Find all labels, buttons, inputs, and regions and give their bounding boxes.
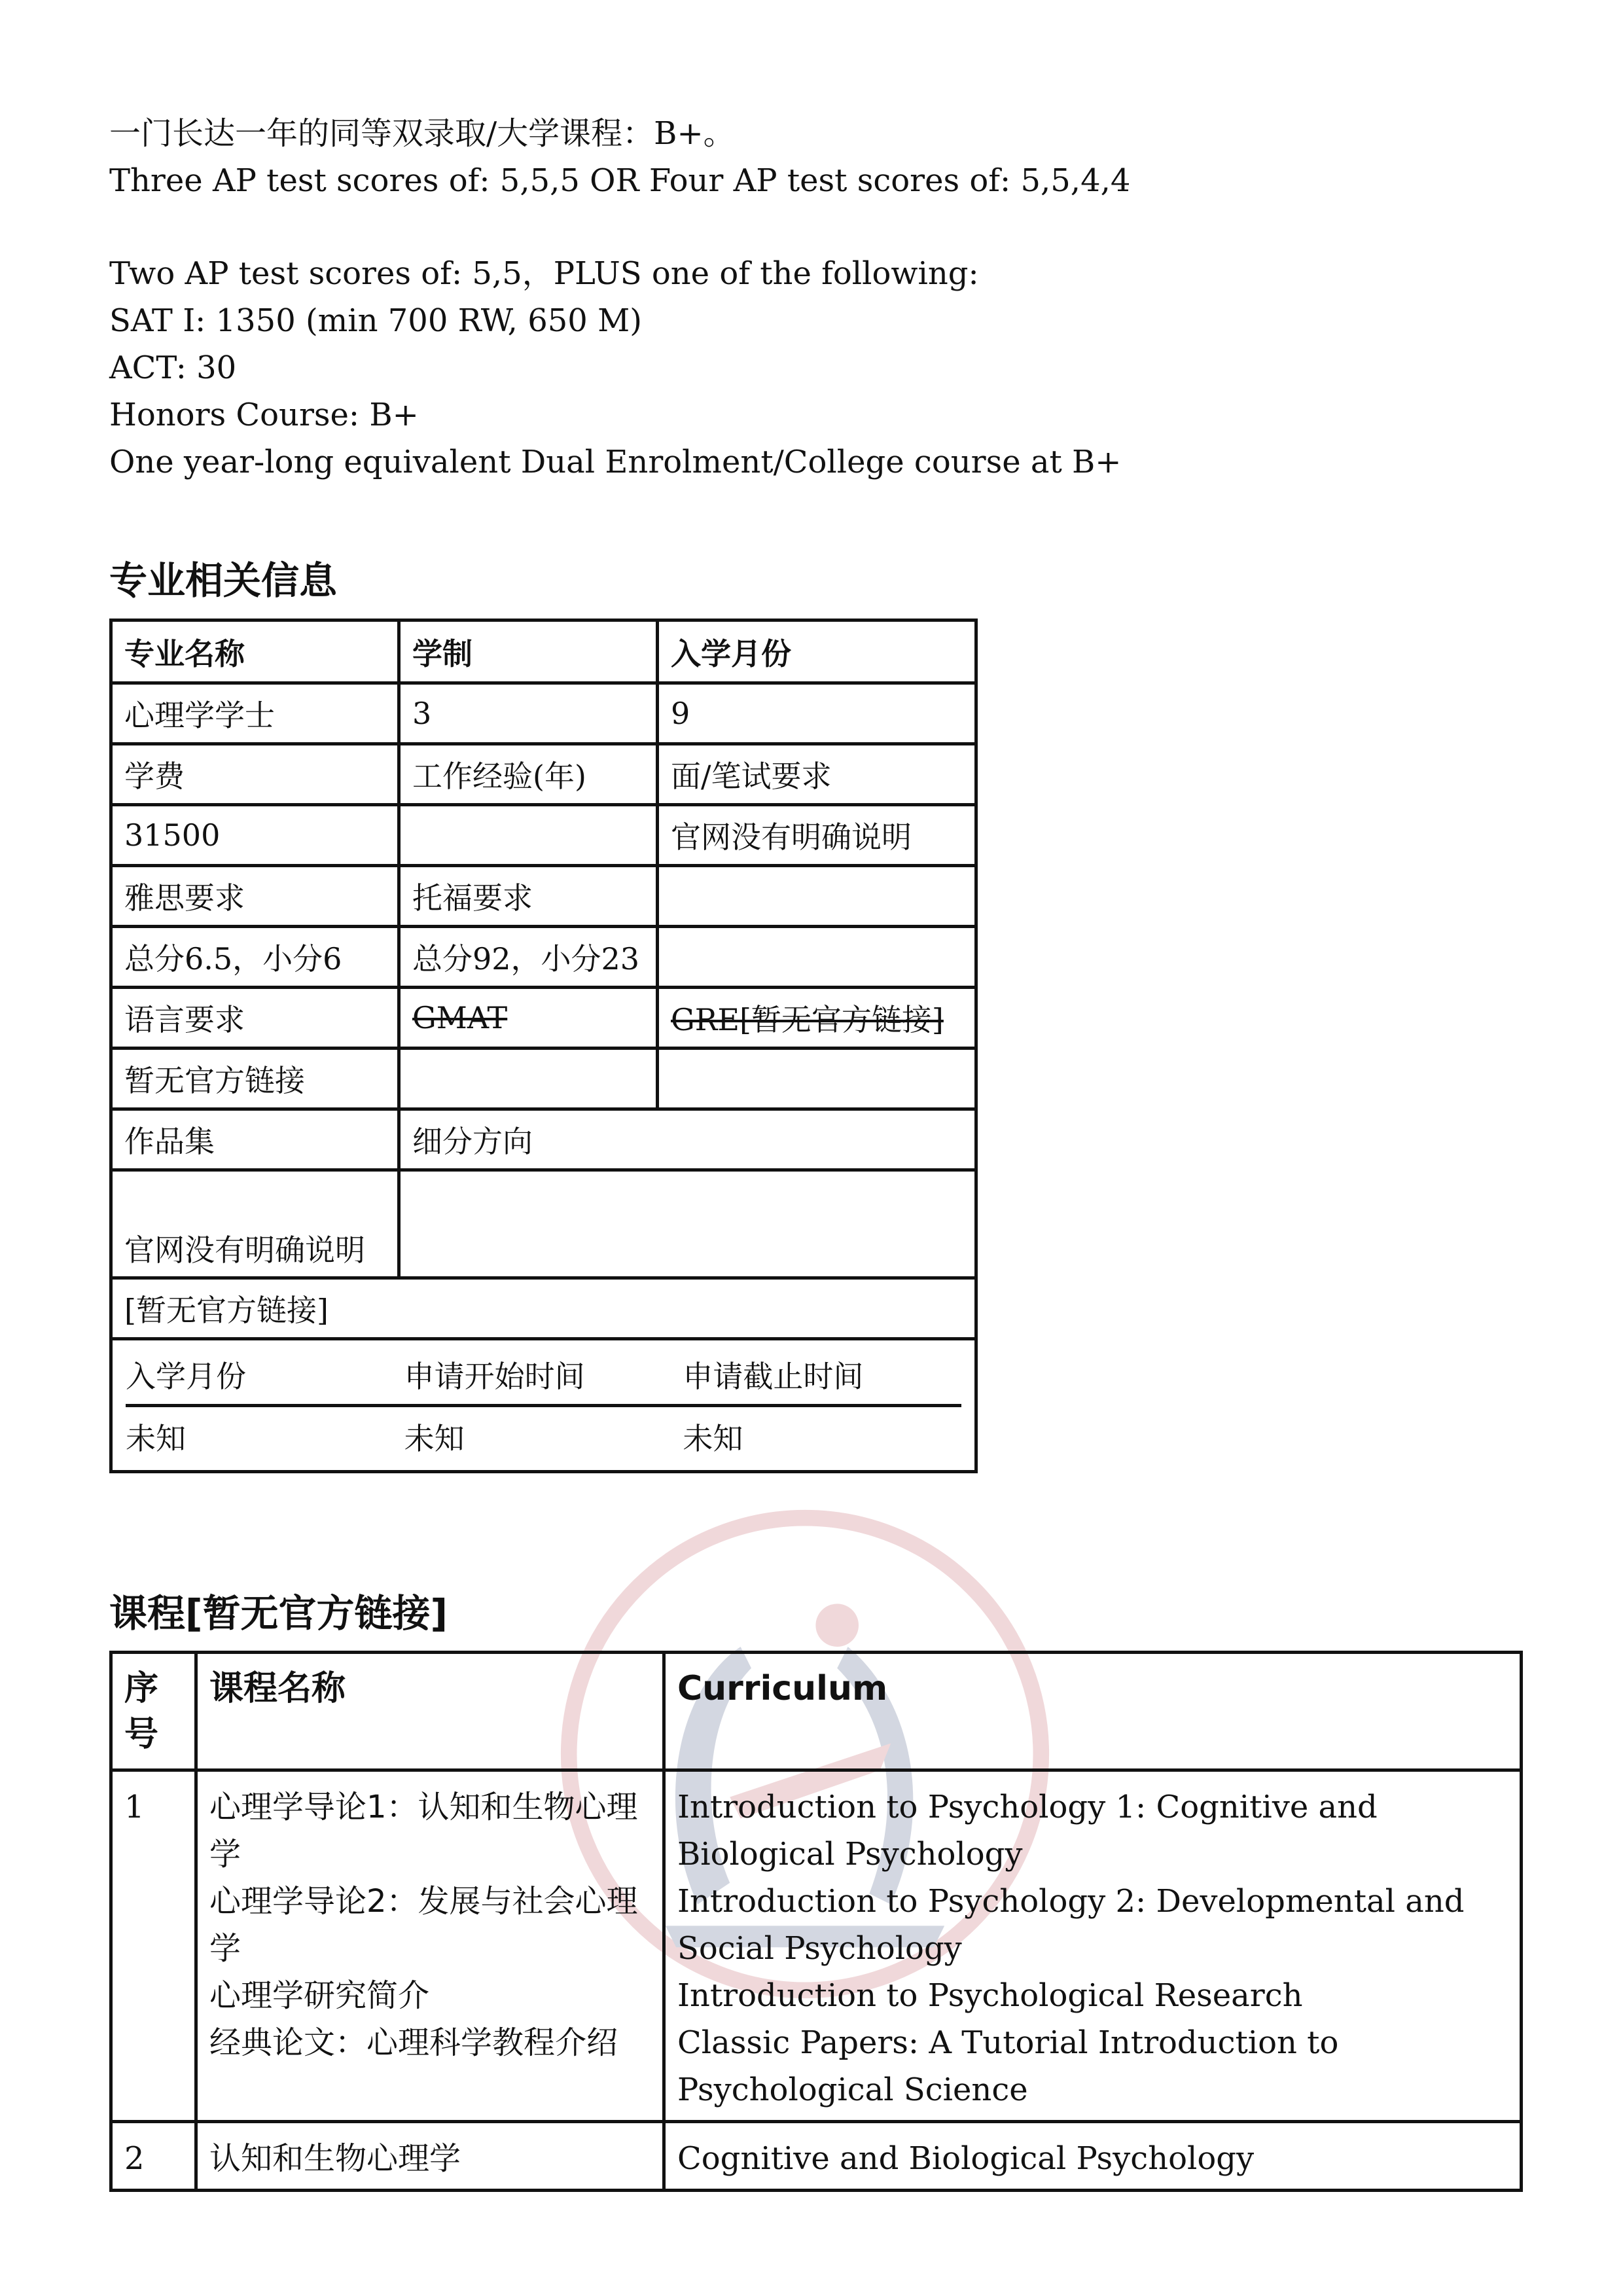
table-cell: 暂无官方链接	[111, 1049, 399, 1109]
program-info-table	[109, 619, 978, 1473]
table-row	[111, 805, 976, 866]
table-cell: 3	[399, 683, 658, 744]
table-row	[111, 744, 976, 805]
table-cell: 面/笔试要求	[658, 744, 976, 805]
table-header-row	[111, 620, 976, 683]
admission-requirements-text	[109, 110, 1516, 486]
table-cell-empty	[399, 1170, 976, 1278]
header-cell: 入学月份	[658, 620, 976, 683]
table-cell: 雅思要求	[111, 866, 399, 927]
intro-line: ACT: 30	[109, 350, 237, 386]
table-row	[111, 683, 976, 744]
table-header-row	[111, 1653, 1522, 1770]
table-row	[111, 1109, 976, 1170]
intro-line: Honors Course: B+	[109, 397, 419, 433]
course-name: 认知和生物心理学	[209, 2140, 461, 2177]
table-row	[111, 988, 976, 1049]
curriculum-item: Classic Papers: A Tutorial Introduction to Psychological Science	[677, 2024, 1339, 2108]
curriculum-item: Cognitive and Biological Psychology	[677, 2140, 1255, 2177]
table-row	[111, 1049, 976, 1109]
blank-line	[109, 204, 1516, 250]
table-cell: 托福要求	[399, 866, 658, 927]
course-number: 2	[111, 2122, 196, 2191]
curriculum-item: Introduction to Psychological Research	[677, 1977, 1303, 2014]
intro-line: 一门长达一年的同等双录取/大学课程：B+。	[109, 115, 735, 152]
course-names-en	[664, 2122, 1522, 2191]
header-cell: Curriculum	[664, 1653, 1522, 1770]
table-row	[111, 866, 976, 927]
header-cell: 序号	[111, 1653, 196, 1770]
dates-header-cell: 申请开始时间	[404, 1358, 585, 1394]
course-name: 心理学导论1：认知和生物心理学	[209, 1789, 638, 1873]
dates-values	[126, 1407, 961, 1466]
course-names-cn	[196, 1770, 664, 2122]
intro-line: Two AP test scores of: 5,5，PLUS one of the following:	[109, 255, 979, 292]
table-cell	[399, 1049, 658, 1109]
table-cell: 31500	[111, 805, 399, 866]
curriculum-table	[109, 1651, 1523, 2192]
dates-header	[126, 1345, 961, 1404]
table-cell: 心理学学士	[111, 683, 399, 744]
course-name: 经典论文：心理科学教程介绍	[209, 2024, 618, 2061]
application-dates	[113, 1345, 974, 1466]
dates-header-cell: 申请截止时间	[683, 1358, 864, 1394]
table-row	[111, 1170, 976, 1278]
table-cell: 官网没有明确说明	[658, 805, 976, 866]
course-name: 心理学研究简介	[209, 1977, 430, 2014]
dates-value-cell: 未知	[683, 1420, 743, 1456]
course-names-en	[664, 1770, 1522, 2122]
course-names-cn	[196, 2122, 664, 2191]
table-cell-struck: GRE[暂无官方链接]	[658, 988, 976, 1049]
dates-header-cell: 入学月份	[126, 1358, 246, 1394]
table-row	[111, 2122, 1522, 2191]
application-dates-row	[111, 1339, 976, 1472]
header-cell: 学制	[399, 620, 658, 683]
dates-value-cell: 未知	[126, 1420, 186, 1456]
table-cell	[658, 866, 976, 927]
table-cell	[658, 927, 976, 988]
program-info-heading: 专业相关信息	[109, 558, 338, 603]
table-cell: 官网没有明确说明	[111, 1170, 399, 1278]
dates-value-cell: 未知	[404, 1420, 465, 1456]
header-cell: 专业名称	[111, 620, 399, 683]
table-cell: 细分方向	[399, 1109, 976, 1170]
table-cell: 语言要求	[111, 988, 399, 1049]
table-row	[111, 1770, 1522, 2122]
table-cell: 总分92，小分23	[399, 927, 658, 988]
curriculum-item: Introduction to Psychology 2: Developmental and Social Psychology	[677, 1883, 1465, 1967]
table-cell: 总分6.5，小分6	[111, 927, 399, 988]
table-cell: [暂无官方链接]	[111, 1278, 976, 1339]
table-cell: 9	[658, 683, 976, 744]
table-row	[111, 1278, 976, 1339]
table-cell: 学费	[111, 744, 399, 805]
course-number: 1	[111, 1770, 196, 2122]
intro-line: One year-long equivalent Dual Enrolment/College course at B+	[109, 444, 1122, 480]
header-cell: 课程名称	[196, 1653, 664, 1770]
table-cell	[399, 805, 658, 866]
application-dates-cell	[111, 1339, 976, 1472]
curriculum-item: Introduction to Psychology 1: Cognitive and Biological Psychology	[677, 1789, 1378, 1873]
table-cell	[658, 1049, 976, 1109]
curriculum-heading: 课程[暂无官方链接]	[109, 1591, 448, 1636]
intro-line: SAT I: 1350 (min 700 RW, 650 M)	[109, 302, 642, 339]
table-cell: 工作经验(年)	[399, 744, 658, 805]
table-cell: 作品集	[111, 1109, 399, 1170]
table-row	[111, 927, 976, 988]
intro-line: Three AP test scores of: 5,5,5 OR Four AP test scores of: 5,5,4,4	[109, 162, 1131, 199]
course-name: 心理学导论2：发展与社会心理学	[209, 1883, 638, 1967]
table-cell-struck: GMAT	[399, 988, 658, 1049]
